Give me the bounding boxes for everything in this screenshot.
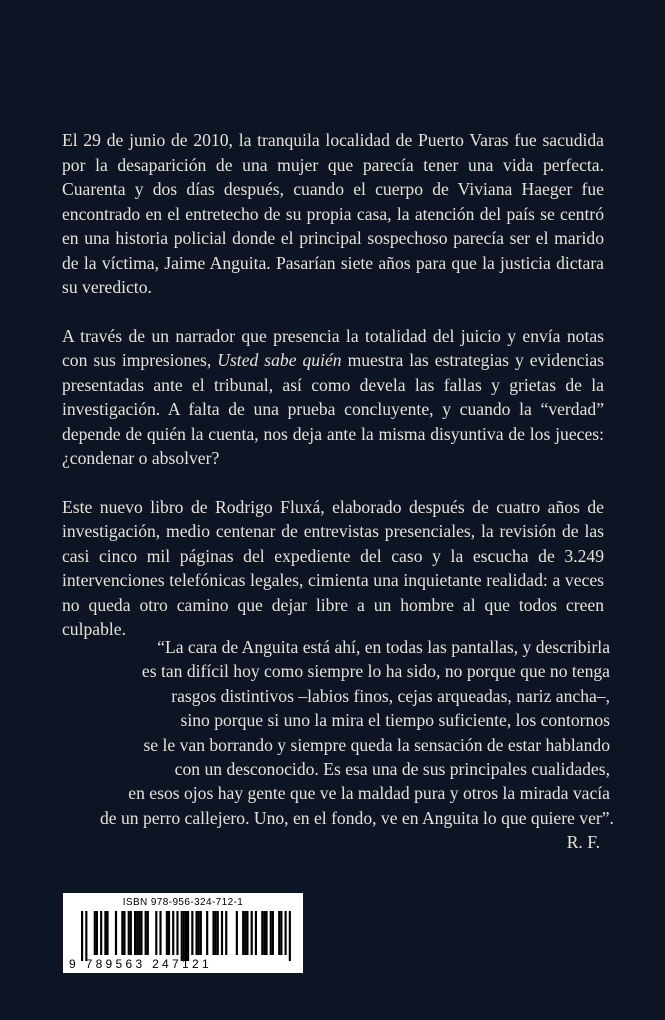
- barcode-bar: [278, 911, 280, 955]
- barcode-bar: [217, 911, 219, 955]
- barcode-bar: [265, 911, 267, 955]
- barcode-bar: [225, 911, 227, 955]
- blurb-paragraph-2: [62, 324, 604, 471]
- barcode-bar: [155, 911, 157, 955]
- barcode-bar: [138, 911, 140, 955]
- quote-line: rasgos distintivos –labios finos, cejas arqueadas, nariz ancha–,: [171, 685, 610, 706]
- barcode-bar: [104, 911, 106, 955]
- blurb-paragraph-1: El 29 de junio de 2010, la tranquila localidad de Puerto Varas fue sacudida por la desaparición de una mujer que parecía tener una vida perfecta. Cuarenta y dos días después, cuando el cuerpo de Viviana Haeger fue encontrado en el entretecho de su propia casa, la atención del país se centró en una historia policial donde el principal sospechoso parecía ser el marido de la víctima, Jaime Anguita. Pasarían siete años para que la justicia dictara su veredicto.: [62, 130, 604, 297]
- barcode-bar: [289, 911, 291, 961]
- barcode-bar: [166, 911, 168, 955]
- quote-line: en esos ojos hay gente que ve la maldad pura y otros la mirada vacía: [128, 783, 610, 804]
- barcode-bar: [187, 911, 189, 961]
- barcode-bar: [172, 911, 174, 955]
- back-cover-blurb: [62, 128, 604, 666]
- barcode-bar: [206, 911, 208, 955]
- barcode-bar: [81, 911, 83, 961]
- barcode-bar: [136, 911, 138, 955]
- book-title: Usted sabe quién: [217, 350, 342, 370]
- barcode-bar: [121, 911, 123, 955]
- barcode-bar: [106, 911, 108, 955]
- quote-line: es tan difícil hoy como siempre lo ha sido, no porque que no tenga: [141, 661, 610, 682]
- barcode-bar: [195, 911, 197, 955]
- barcode-bar: [147, 911, 149, 955]
- barcode-bar: [85, 911, 87, 961]
- barcode-bar: [183, 911, 185, 961]
- quote-signature: R. F.: [566, 832, 600, 853]
- barcode-bar: [140, 911, 142, 955]
- barcode-bar: [96, 911, 98, 955]
- barcode-bar: [134, 911, 136, 955]
- barcode-bars: [81, 911, 293, 961]
- quote-line: de un perro callejero. Uno, en el fondo, ve en Anguita lo que quiere ver”.: [100, 807, 614, 828]
- quote-line: se le van borrando y siempre queda la sensación de estar hablando: [143, 734, 610, 755]
- barcode-bar: [251, 911, 253, 955]
- barcode-bar: [255, 911, 257, 955]
- barcode-bar: [200, 911, 202, 955]
- barcode-bar: [168, 911, 170, 955]
- barcode-bar: [236, 911, 238, 955]
- barcode-bar: [263, 911, 265, 955]
- barcode-bar: [285, 911, 287, 955]
- barcode-bar: [185, 911, 187, 961]
- barcode-bar: [198, 911, 200, 955]
- quote-line: sino porque si uno la mira el tiempo suficiente, los contornos: [180, 710, 610, 731]
- barcode-bar: [130, 911, 132, 955]
- barcode-bar: [128, 911, 130, 955]
- barcode-bar: [181, 911, 183, 961]
- barcode-digits: 9 789563 247121: [69, 957, 212, 971]
- barcode-bar: [244, 911, 246, 955]
- barcode-bar: [94, 911, 96, 955]
- barcode-bar: [221, 911, 223, 955]
- blurb-paragraph-3: Este nuevo libro de Rodrigo Fluxá, elaborado después de cuatro años de investigación, medio centenar de entrevistas presenciales, la revisión de las casi cinco mil páginas del expediente del caso y la escucha de 3.249 intervenciones telefónicas legales, cimienta una inquietante realidad: a veces no queda otro camino que dejar libre a un hombre al que todos creen culpable.: [62, 496, 604, 639]
- isbn-barcode: [63, 893, 303, 973]
- barcode-bar: [159, 911, 161, 955]
- isbn-label: ISBN 978-956-324-712-1: [122, 897, 244, 908]
- barcode-bar: [123, 911, 125, 955]
- barcode-bar: [215, 911, 217, 955]
- barcode-bar: [176, 911, 178, 955]
- barcode-bar: [270, 911, 272, 955]
- quote-line: “La cara de Anguita está ahí, en todas las pantallas, y describirla: [157, 637, 610, 657]
- blurb-paragraph-2-intro: A través de un narrador que presencia la totalidad del juicio y envía notas con sus impresiones,: [62, 325, 604, 370]
- barcode-bar: [145, 911, 147, 955]
- barcode-bar: [261, 911, 263, 955]
- quote-line: con un desconocido. Es esa una de sus principales cualidades,: [174, 759, 610, 780]
- blurb-paragraph-2-rest: muestra las estrategias y evidencias presentadas ante el tribunal, así como devela las fallas y grietas de la investigación. A falta de una prueba concluyente, y cuando la “verdad” depende de quién la cuenta, nos deja ante la misma disyuntiva de los jueces: ¿condenar o absolver?: [62, 350, 605, 468]
- barcode-bar: [100, 911, 102, 955]
- barcode-bar: [212, 911, 214, 955]
- barcode-bar: [280, 911, 282, 955]
- barcode-bar: [272, 911, 274, 955]
- barcode-bar: [246, 911, 248, 955]
- author-quote: [100, 635, 614, 855]
- barcode-bar: [191, 911, 193, 955]
- barcode-bar: [115, 911, 117, 955]
- barcode-bar: [242, 911, 244, 955]
